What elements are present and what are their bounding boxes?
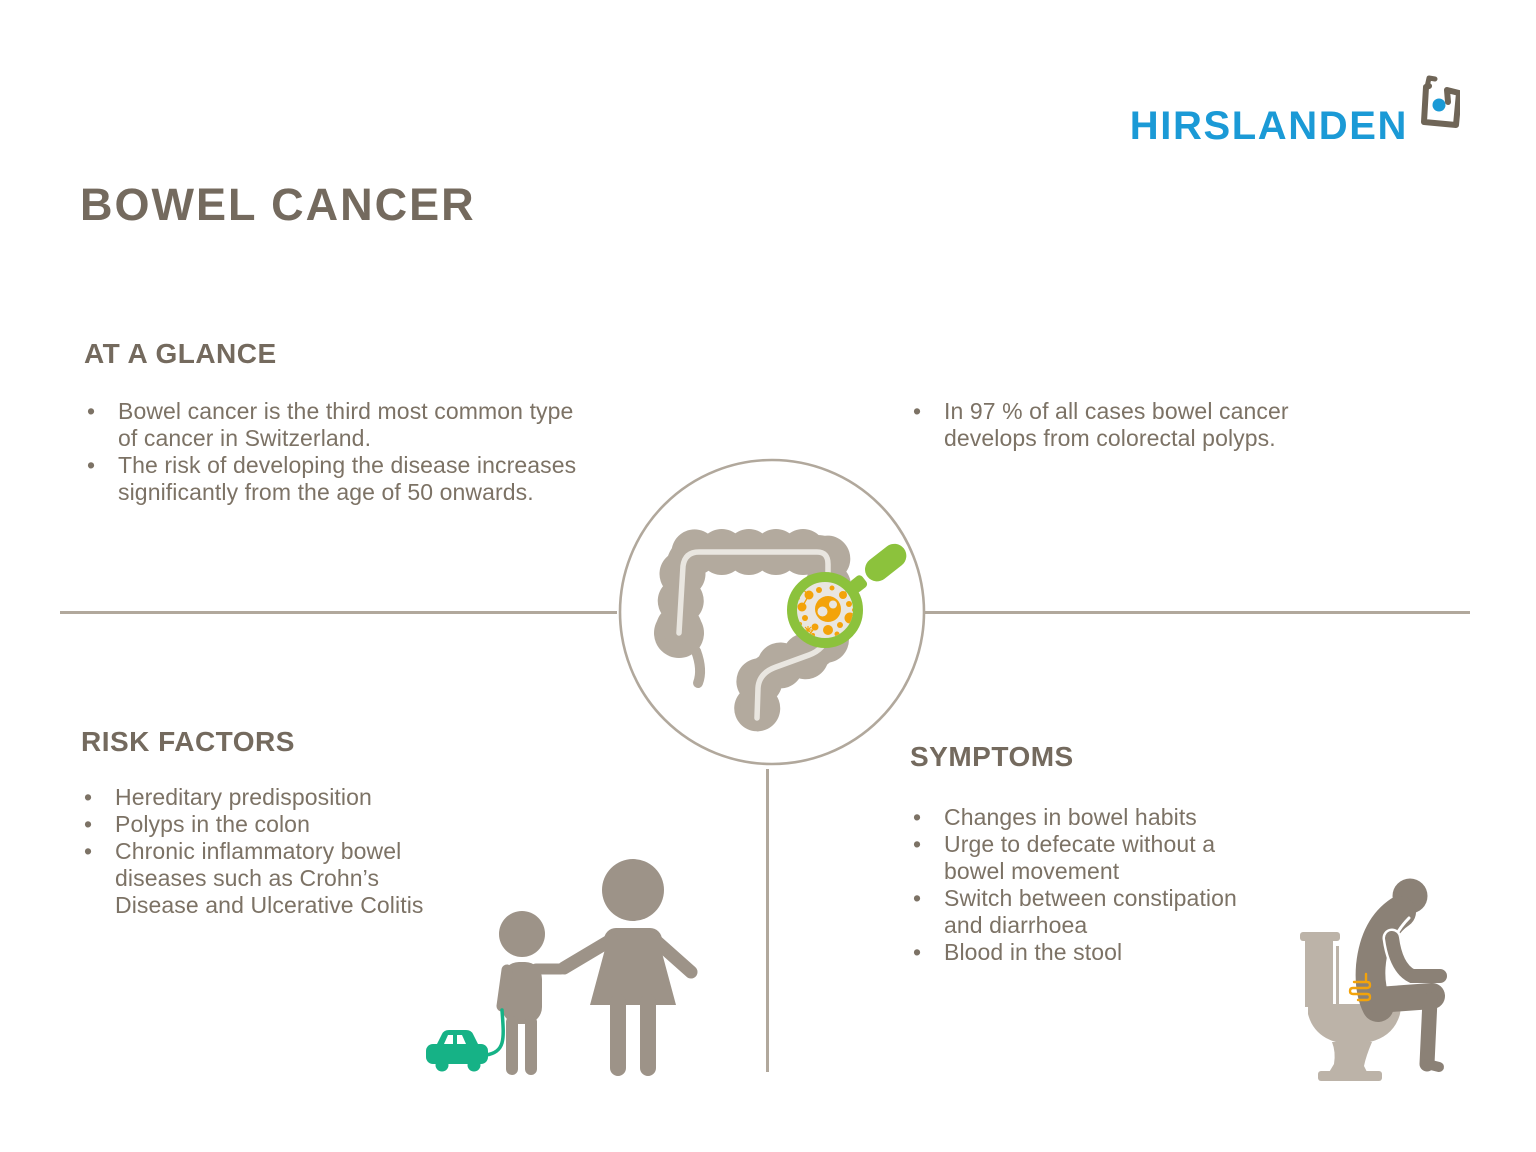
page-title: BOWEL CANCER	[80, 179, 476, 230]
list-item: • Blood in the stool	[910, 939, 1262, 966]
at-a-glance-heading: AT A GLANCE	[84, 338, 277, 369]
list-item: • Switch between constipation and diarrhoea	[910, 885, 1262, 939]
hirslanden-logo-icon	[1414, 74, 1460, 136]
list-item: • In 97 % of all cases bowel cancer develops from colorectal polyps.	[910, 398, 1324, 452]
brand-logo-text: HIRSLANDEN	[1129, 104, 1408, 148]
list-item: • Chronic inflammatory bowel diseases such as Crohn’s Disease and Ulcerative Colitis	[81, 838, 445, 919]
risk-factors-list	[81, 784, 445, 919]
list-item: • Hereditary predisposition	[81, 784, 445, 811]
parent-child-illustration	[398, 838, 718, 1083]
list-item: • The risk of developing the disease increases significantly from the age of 50 onwards.	[84, 452, 588, 506]
list-item: • Urge to defecate without a bowel movement	[910, 831, 1262, 885]
horizontal-divider-right	[924, 611, 1470, 614]
at-a-glance-list-left	[84, 398, 588, 506]
list-item: • Polyps in the colon	[81, 811, 445, 838]
at-a-glance-list-right	[910, 398, 1324, 452]
horizontal-divider-left	[60, 611, 617, 614]
list-item: • Changes in bowel habits	[910, 804, 1262, 831]
list-item: • Bowel cancer is the third most common type of cancer in Switzerland.	[84, 398, 588, 452]
risk-factors-heading: RISK FACTORS	[81, 726, 295, 757]
child-figure-icon	[499, 911, 561, 1069]
toy-car-icon	[426, 1010, 503, 1072]
symptoms-heading: SYMPTOMS	[910, 741, 1074, 772]
vertical-divider	[766, 769, 769, 1072]
colon-magnifier-illustration	[612, 452, 932, 772]
person-on-toilet-illustration	[1288, 868, 1528, 1083]
mother-figure-icon	[564, 859, 691, 1068]
symptoms-list	[910, 804, 1262, 966]
